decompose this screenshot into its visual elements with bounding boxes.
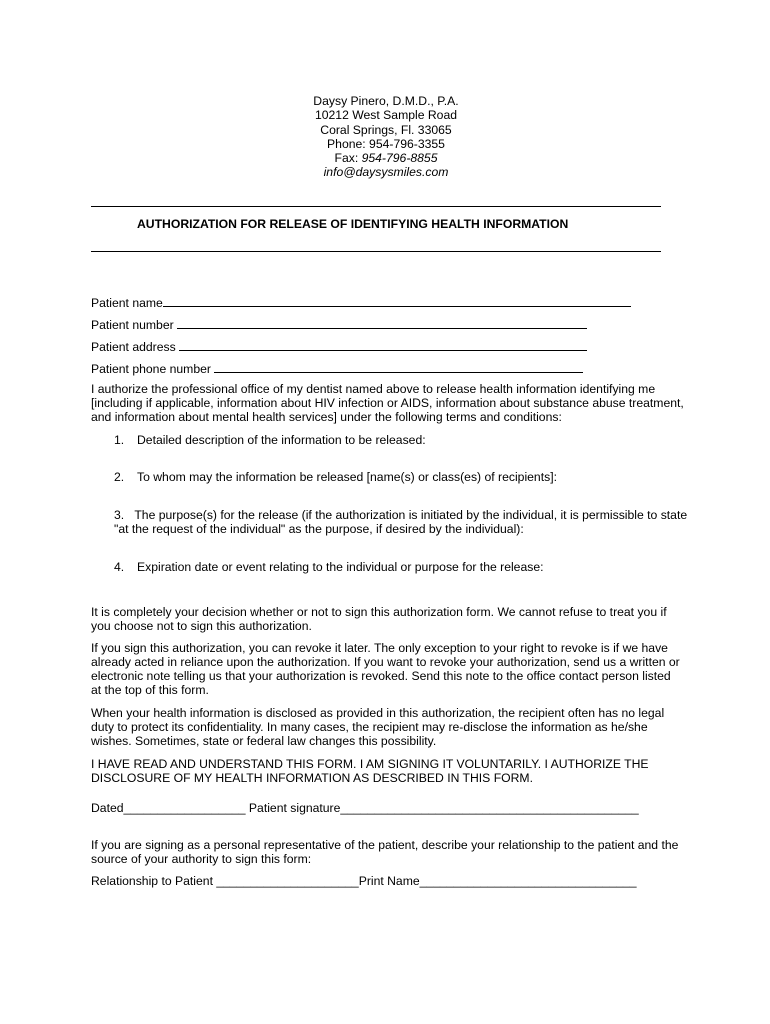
print-name-blank[interactable]: ________________________________ bbox=[419, 874, 637, 888]
patient-address-label: Patient address bbox=[91, 340, 176, 354]
relationship-blank[interactable]: _____________________ bbox=[216, 874, 359, 888]
form-title: AUTHORIZATION FOR RELEASE OF IDENTIFYING HEALTH INFORMATION bbox=[137, 217, 569, 231]
item-text: The purpose(s) for the release (if the authorization is initiated by the individual, it is permissible to state "at the request of the individual" as the purpose, if desired by the individual): bbox=[114, 508, 688, 536]
top-rule bbox=[91, 206, 661, 207]
patient-phone-line[interactable] bbox=[214, 360, 583, 373]
representative-row bbox=[91, 874, 637, 888]
patient-phone-label: Patient phone number bbox=[91, 362, 211, 376]
patient-signature-label: Patient signature bbox=[245, 801, 341, 815]
patient-name-label: Patient name bbox=[91, 296, 163, 310]
relationship-label: Relationship to Patient bbox=[91, 874, 217, 888]
revoke-paragraph: If you sign this authorization, you can revoke it later. The only exception to your right to revoke is if we have already acted in reliance upon the authorization. If you want to revoke your authorization, send us a written or electronic note telling us that your authorization is revoked. Send this note to the office contact person listed at the top of this form. bbox=[91, 641, 680, 697]
print-name-label: Print Name bbox=[358, 874, 420, 888]
acknowledgement-paragraph: I HAVE READ AND UNDERSTAND THIS FORM. I AM SIGNING IT VOLUNTARILY. I AUTHORIZE THE DISCLOSURE OF MY HEALTH INFORMATION AS DESCRIBED IN THIS FORM. bbox=[91, 757, 649, 785]
patient-phone-field bbox=[91, 360, 583, 376]
item-number: 2. bbox=[114, 470, 125, 484]
list-item bbox=[114, 508, 689, 536]
item-number: 4. bbox=[114, 560, 125, 574]
intro-paragraph: I authorize the professional office of my dentist named above to release health information identifying me [including if applicable, information about HIV infection or AIDS, information about substance abuse treatment, and information about mental health services] under the following terms and conditions: bbox=[91, 382, 684, 424]
patient-address-field bbox=[91, 338, 587, 354]
representative-paragraph: If you are signing as a personal representative of the patient, describe your relationship to the patient and the source of your authority to sign this form: bbox=[91, 838, 679, 866]
disclosure-paragraph: When your health information is disclosed as provided in this authorization, the recipient often has no legal duty to protect its confidentiality. In many cases, the recipient may re-disclose the information as he/she wishes. Sometimes, state or federal law changes this possibility. bbox=[91, 706, 665, 748]
practice-header bbox=[236, 94, 536, 180]
patient-number-line[interactable] bbox=[177, 316, 587, 329]
dated-blank[interactable]: __________________ bbox=[123, 801, 246, 815]
practice-city: Coral Springs, Fl. 33065 bbox=[320, 122, 452, 137]
practice-phone: Phone: 954-796-3355 bbox=[327, 136, 445, 151]
patient-number-label: Patient number bbox=[91, 318, 174, 332]
patient-name-line[interactable] bbox=[163, 294, 631, 307]
item-number: 1. bbox=[114, 433, 125, 447]
item-number: 3. bbox=[114, 508, 125, 522]
practice-email: info@daysysmiles.com bbox=[323, 165, 449, 180]
patient-signature-blank[interactable]: ____________________________________________ bbox=[340, 801, 639, 815]
patient-name-field bbox=[91, 294, 631, 310]
patient-number-field bbox=[91, 316, 587, 332]
practice-street: 10212 West Sample Road bbox=[314, 108, 458, 123]
bottom-rule bbox=[91, 251, 661, 252]
fax-label: Fax: bbox=[334, 151, 362, 166]
practice-name: Daysy Pinero, D.M.D., P.A. bbox=[313, 94, 459, 108]
item-text: Detailed description of the information to be released: bbox=[137, 433, 426, 447]
item-text: To whom may the information be released [name(s) or class(es) of recipients]: bbox=[137, 470, 557, 484]
decision-paragraph: It is completely your decision whether or not to sign this authorization form. We cannot refuse to treat you if you choose not to sign this authorization. bbox=[91, 605, 667, 633]
dated-label: Dated bbox=[91, 801, 124, 815]
practice-fax bbox=[236, 151, 536, 165]
signature-row bbox=[91, 801, 639, 815]
item-text: Expiration date or event relating to the individual or purpose for the release: bbox=[137, 560, 544, 574]
fax-number: 954-796-8855 bbox=[361, 151, 438, 166]
patient-address-line[interactable] bbox=[179, 338, 587, 351]
